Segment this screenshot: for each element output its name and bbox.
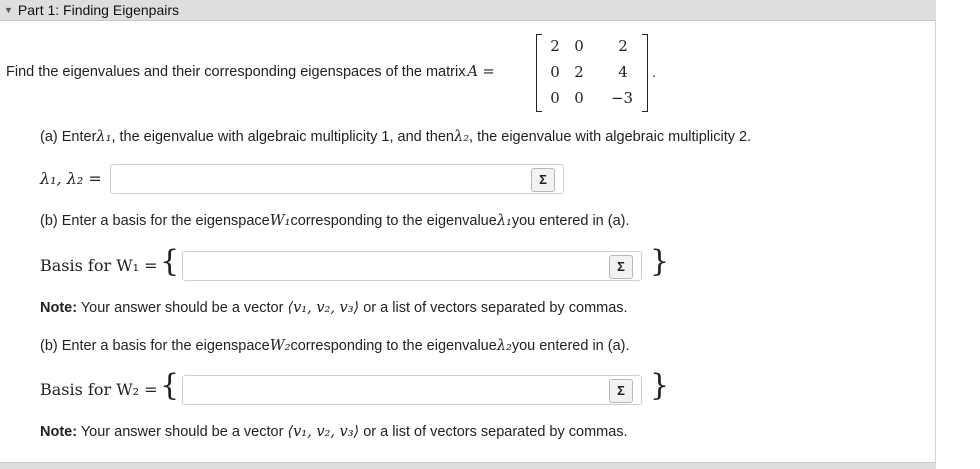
sigma-icon: Σ <box>617 259 625 274</box>
vector-notation: ⟨v₁, v₂, v₃⟩ <box>287 424 360 440</box>
prompt-text: (b) Enter a basis for the eigenspace <box>40 213 270 229</box>
intro-period: . <box>652 64 656 80</box>
note-w2 <box>40 424 628 440</box>
note-label: Note: <box>40 424 78 440</box>
w2-symbol: W₂ <box>269 338 291 354</box>
lambda1-symbol: λ₁ <box>496 213 512 229</box>
sigma-icon: Σ <box>617 383 625 398</box>
prompt-text: (b) Enter a basis for the eigenspace <box>40 338 270 354</box>
basis-w1-input[interactable] <box>182 251 642 281</box>
matrix-cell: 2 <box>550 37 560 55</box>
intro-text <box>6 64 495 80</box>
note-text: or a list of vectors separated by commas. <box>359 424 628 440</box>
matrix-left-bracket <box>536 34 542 112</box>
note-label: Note: <box>40 300 78 316</box>
eigenvalue-input[interactable] <box>110 164 564 194</box>
note-text: Your answer should be a vector <box>77 424 288 440</box>
part-header[interactable] <box>0 0 936 21</box>
prompt-text: , the eigenvalue with algebraic multiplicity 1, and then <box>111 129 454 145</box>
basis-w2-label: Basis for W₂ = <box>40 380 158 399</box>
matrix-right-bracket <box>642 34 648 112</box>
part-b2-prompt <box>40 338 630 354</box>
lambda2-symbol: λ₂ <box>496 338 512 354</box>
lambda1-symbol: λ₁ <box>96 129 112 145</box>
prompt-text: corresponding to the eigenvalue <box>290 213 497 229</box>
matrix-cell: 0 <box>574 37 584 55</box>
eigenvalue-input-label: λ₁, λ₂ = <box>40 169 102 188</box>
matrix-row <box>544 37 640 59</box>
part-title: Part 1: Finding Eigenpairs <box>17 2 180 18</box>
close-brace: } <box>650 368 670 403</box>
matrix-cell: 4 <box>618 63 628 81</box>
sigma-icon: Σ <box>539 172 547 187</box>
w1-symbol: W₁ <box>269 213 291 229</box>
note-w1 <box>40 300 628 316</box>
matrix-A <box>536 34 648 112</box>
equation-editor-button[interactable] <box>609 379 633 403</box>
matrix-row <box>544 63 640 85</box>
equation-editor-button[interactable] <box>609 255 633 279</box>
note-text: Your answer should be a vector <box>77 300 288 316</box>
matrix-cell: 2 <box>574 63 584 81</box>
prompt-text: corresponding to the eigenvalue <box>290 338 497 354</box>
matrix-label: A = <box>467 64 495 80</box>
vector-notation: ⟨v₁, v₂, v₃⟩ <box>287 300 360 316</box>
note-text: or a list of vectors separated by commas. <box>359 300 628 316</box>
intro-sentence: Find the eigenvalues and their corresponding eigenspaces of the matrix <box>6 64 466 80</box>
prompt-text: , the eigenvalue with algebraic multiplicity 2. <box>469 129 752 145</box>
matrix-cell: 0 <box>550 63 560 81</box>
matrix-row <box>544 89 640 111</box>
close-brace: } <box>650 244 670 279</box>
matrix-cell: −3 <box>610 89 634 107</box>
basis-w2-input[interactable] <box>182 375 642 405</box>
matrix-cell: 0 <box>574 89 584 107</box>
open-brace: { <box>160 244 180 279</box>
matrix-cell: 2 <box>618 37 628 55</box>
prompt-text: you entered in (a). <box>511 338 630 354</box>
part-a-prompt <box>40 129 751 145</box>
lambda2-symbol: λ₂ <box>454 129 470 145</box>
collapse-triangle-icon[interactable]: ▼ <box>4 5 13 15</box>
basis-w1-label: Basis for W₁ = <box>40 256 158 275</box>
prompt-text: (a) Enter <box>40 129 97 145</box>
equation-editor-button[interactable] <box>531 168 555 192</box>
matrix-cell: 0 <box>550 89 560 107</box>
part-b1-prompt <box>40 213 630 229</box>
open-brace: { <box>160 368 180 403</box>
prompt-text: you entered in (a). <box>511 213 630 229</box>
